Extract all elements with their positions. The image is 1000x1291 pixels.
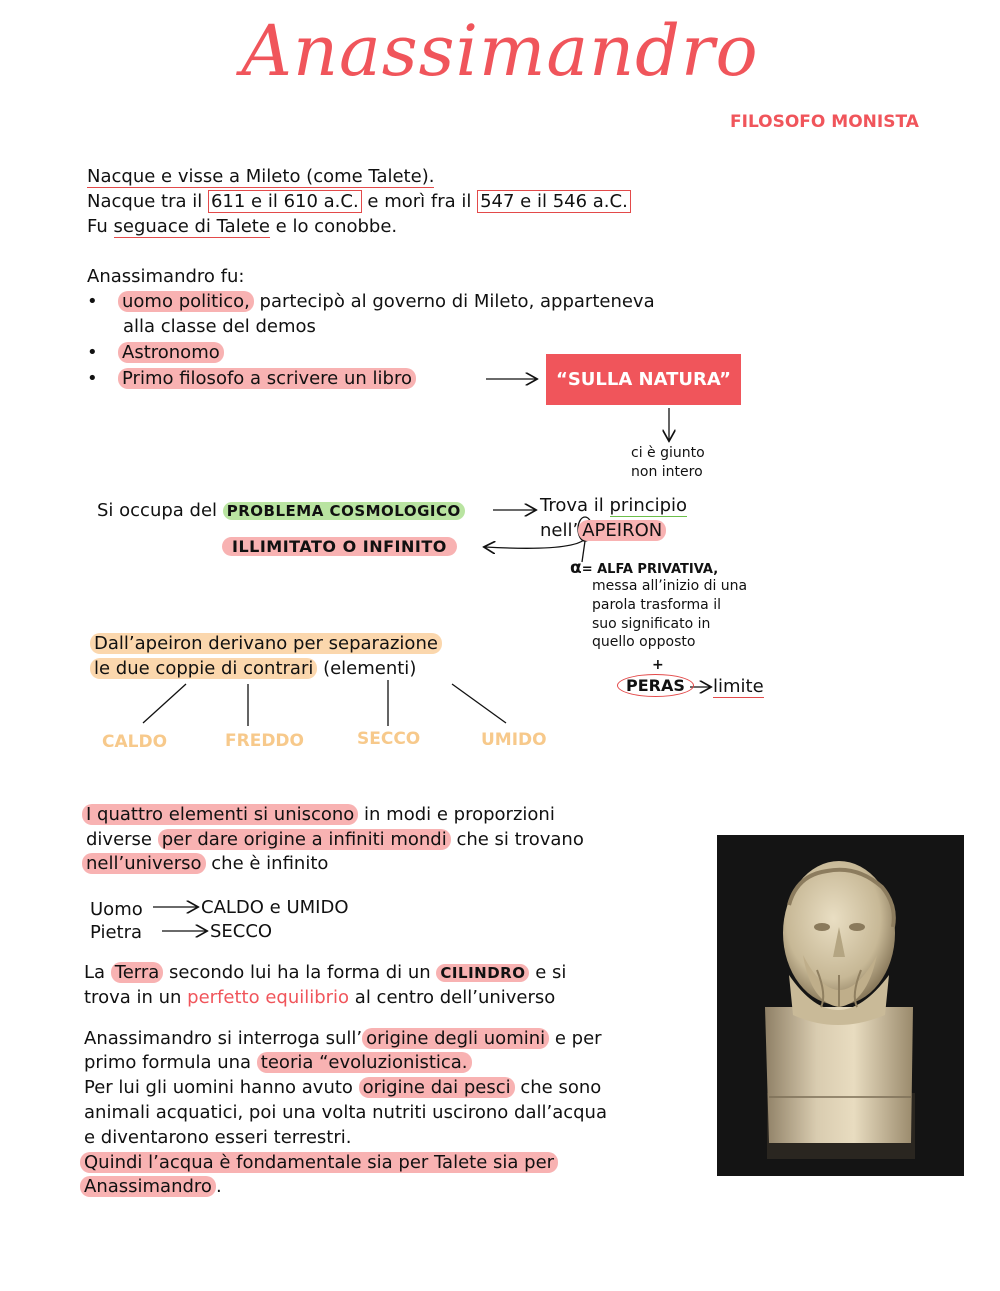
element-umido: UMIDO: [481, 730, 547, 750]
meaning-label: ILLIMITATO O INFINITO: [222, 535, 457, 559]
bio-line-1: [87, 164, 434, 189]
alpha-line-4: suo significato in: [592, 616, 711, 632]
example-uomo-value: CALDO e UMIDO: [201, 897, 349, 918]
worlds-line-3: nell’universo che è infinito: [82, 851, 328, 876]
worlds-line-1: I quattro elementi si uniscono in modi e proporzioni: [82, 802, 555, 827]
example-pietra-value: SECCO: [210, 921, 273, 942]
roles-intro: Anassimandro fu:: [87, 266, 245, 287]
origins-line-5: e diventarono esseri terrestri.: [84, 1127, 352, 1148]
peras-label: PERAS: [617, 676, 694, 695]
bust-photo: [717, 835, 964, 1176]
principle-line-1: Trova il principio: [540, 495, 688, 516]
branch-caldo: [143, 684, 186, 723]
alpha-line-3: parola trasforma il: [592, 597, 721, 613]
cosmology-line: Si occupa del PROBLEMA COSMOLOGICO: [97, 498, 465, 524]
alpha-symbol: α: [570, 558, 582, 578]
earth-line-2: trova in un perfetto equilibrio al centro dell’universo: [84, 987, 556, 1008]
origins-line-7: Anassimandro .: [80, 1174, 222, 1199]
separation-line-2: le due coppie di contrari (elementi): [90, 656, 416, 681]
bullet-3: •: [87, 368, 98, 389]
role-politico: uomo politico, partecipò al governo di Mileto, apparteneva: [118, 289, 655, 314]
role-astronomo: Astronomo: [118, 340, 224, 365]
page-subtitle: FILOSOFO MONISTA: [730, 112, 919, 132]
alpha-line-2: messa all’inizio di una: [592, 578, 748, 594]
book-note-1: ci è giunto: [631, 445, 705, 461]
bullet-2: •: [87, 342, 98, 363]
example-uomo: Uomo: [90, 899, 143, 920]
bio-line-2: Nacque tra il 611 e il 610 a.C. e morì fra il 547 e il 546 a.C.: [87, 189, 631, 214]
origins-line-4: animali acquatici, poi una volta nutriti uscirono dall’acqua: [84, 1102, 607, 1123]
origins-line-3: Per lui gli uomini hanno avuto origine dai pesci che sono: [84, 1077, 602, 1098]
death-years-box: 547 e il 546 a.C.: [477, 190, 631, 213]
alpha-line-5: quello opposto: [592, 634, 696, 650]
bust-illustration: [717, 835, 964, 1176]
worlds-line-2: diverse per dare origine a infiniti mondi che si trovano: [86, 829, 584, 850]
bio-line-3: Fu seguace di Talete e lo conobbe.: [87, 216, 398, 237]
bullet-1: •: [87, 291, 98, 312]
book-note-2: non intero: [631, 464, 703, 480]
origins-line-6: Quindi l’acqua è fondamentale sia per Talete sia per: [80, 1150, 558, 1175]
element-secco: SECCO: [357, 729, 421, 749]
birth-years-box: 611 e il 610 a.C.: [208, 190, 362, 213]
role-politico-cont: alla classe del demos: [123, 316, 316, 337]
element-caldo: CALDO: [102, 732, 168, 752]
origins-line-1: Anassimandro si interroga sull’ origine degli uomini e per: [84, 1028, 602, 1049]
branch-umido: [452, 684, 506, 723]
element-freddo: FREDDO: [225, 731, 304, 751]
limite-label: limite: [713, 676, 764, 697]
book-title-box: “SULLA NATURA”: [546, 354, 741, 405]
example-pietra: Pietra: [90, 922, 143, 943]
role-filosofo: Primo filosofo a scrivere un libro: [118, 366, 416, 391]
origins-line-2: primo formula una teoria “evoluzionistica.: [84, 1050, 472, 1075]
principle-line-2: nell’ APEIRON: [540, 518, 666, 543]
alpha-line-1: α= ALFA PRIVATIVA,: [570, 558, 719, 578]
separation-line-1: Dall’apeiron derivano per separazione: [90, 631, 442, 656]
earth-line-1: La Terra secondo lui ha la forma di un CILINDRO e si: [84, 962, 567, 983]
plus-sign: +: [652, 657, 664, 673]
bio-line-1-text: Nacque e visse a Mileto (come Talete).: [87, 166, 435, 187]
page-title: Anassimandro: [241, 10, 759, 92]
